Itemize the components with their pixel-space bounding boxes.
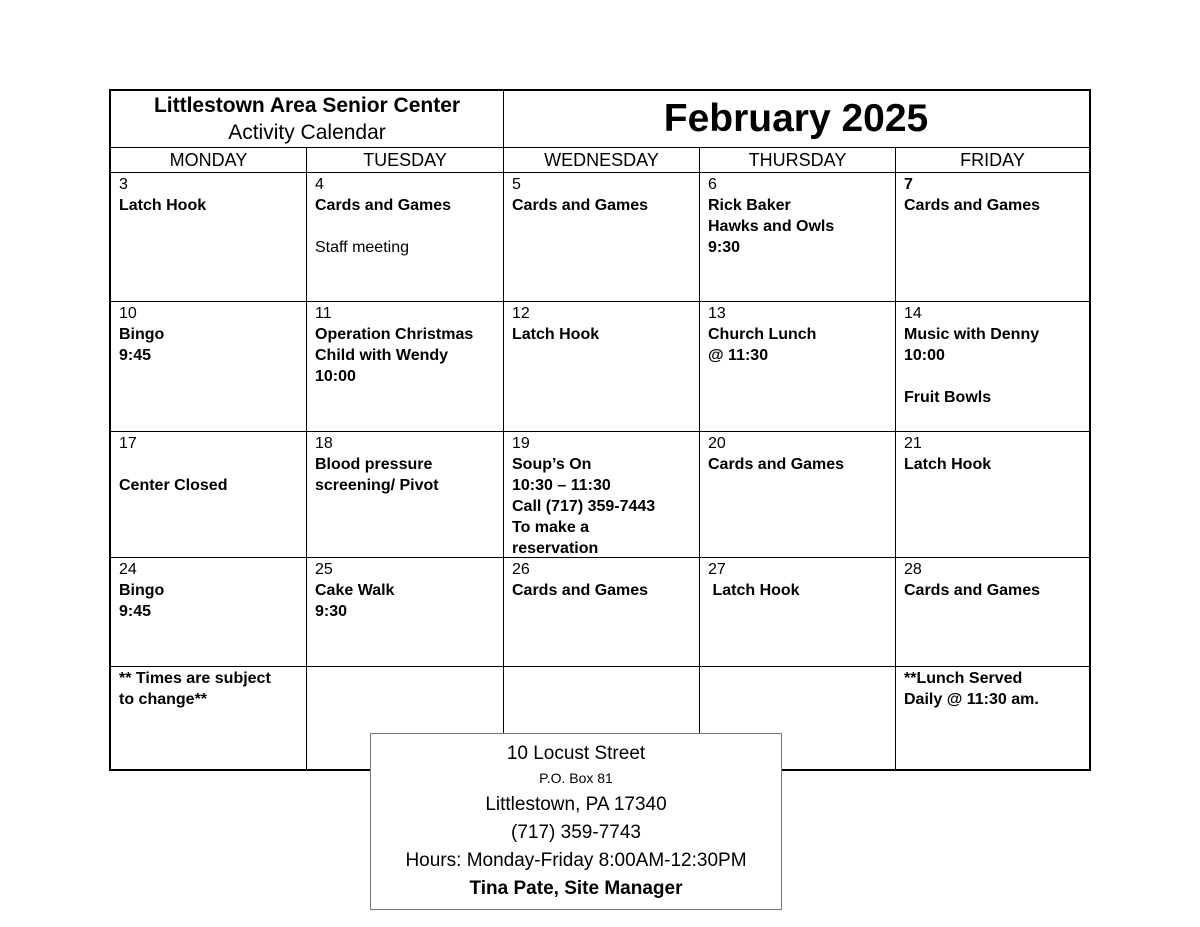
event-line: Blood pressure: [315, 456, 433, 473]
event-line: Music with Denny: [904, 326, 1040, 343]
event-line: To make a: [512, 519, 590, 536]
day-number: 10: [119, 305, 137, 322]
day-cell: [111, 558, 306, 666]
day-number: 14: [904, 305, 922, 322]
day-cell: [896, 432, 1089, 557]
day-cell: [504, 302, 699, 431]
address-city: Littlestown, PA 17340: [485, 794, 667, 815]
event-line: Staff meeting: [315, 239, 409, 256]
day-header-wednesday: WEDNESDAY: [544, 150, 659, 170]
event-line: 9:45: [119, 603, 152, 620]
day-cell: [700, 432, 895, 557]
day-number: 27: [708, 561, 726, 578]
event-line: Cards and Games: [708, 456, 845, 473]
day-number: 19: [512, 435, 530, 452]
day-cell: [896, 302, 1089, 431]
day-header-monday: MONDAY: [169, 150, 248, 170]
event-line: screening/ Pivot: [315, 477, 439, 494]
event-line: to change**: [119, 691, 208, 708]
event-line: 10:30 – 11:30: [512, 477, 611, 494]
event-line: Cake Walk: [315, 582, 395, 599]
event-line: Center Closed: [119, 477, 228, 494]
event-line: Bingo: [119, 582, 165, 599]
day-cell: [307, 432, 503, 557]
event-line: Operation Christmas: [315, 326, 474, 343]
day-cell: [896, 667, 1089, 769]
event-line: 9:45: [119, 347, 152, 364]
site-manager: Tina Pate, Site Manager: [469, 878, 683, 899]
day-cell: [307, 302, 503, 431]
day-cell: [111, 173, 306, 301]
event-line: Latch Hook: [119, 197, 207, 214]
event-line: Latch Hook: [512, 326, 600, 343]
day-cell: [111, 667, 306, 769]
event-line: Cards and Games: [315, 197, 452, 214]
day-cell: [307, 558, 503, 666]
spacer: [315, 216, 503, 237]
spacer: [119, 454, 306, 475]
day-header-thursday: THURSDAY: [748, 150, 847, 170]
event-line: Cards and Games: [904, 582, 1041, 599]
event-line: Fruit Bowls: [904, 389, 992, 406]
day-cell: [504, 558, 699, 666]
address-box: [370, 733, 782, 910]
day-number: 18: [315, 435, 333, 452]
day-number: 6: [708, 176, 717, 193]
event-line: Bingo: [119, 326, 165, 343]
day-cell: [111, 432, 306, 557]
day-number: 12: [512, 305, 530, 322]
day-cell: [896, 558, 1089, 666]
event-line: **Lunch Served: [904, 670, 1023, 687]
spacer: [904, 366, 1089, 387]
day-cell: [504, 173, 699, 301]
day-cell: [504, 432, 699, 557]
activity-calendar: [109, 89, 1091, 771]
event-line: reservation: [512, 540, 599, 557]
event-line: ** Times are subject: [119, 670, 271, 687]
event-line: Call (717) 359-7443: [512, 498, 656, 515]
day-number: 21: [904, 435, 922, 452]
address-po-box: P.O. Box 81: [539, 770, 613, 786]
event-line: 9:30: [315, 603, 348, 620]
calendar-subtitle: Activity Calendar: [228, 121, 386, 144]
address-phone: (717) 359-7743: [511, 822, 641, 843]
day-cell: [111, 302, 306, 431]
event-line: @ 11:30: [708, 347, 769, 364]
day-number: 17: [119, 435, 137, 452]
event-line: 10:00: [904, 347, 945, 364]
event-line: 9:30: [708, 239, 741, 256]
day-number: 26: [512, 561, 530, 578]
day-number: 25: [315, 561, 333, 578]
event-line: 10:00: [315, 368, 356, 385]
address-street: 10 Locust Street: [506, 743, 646, 764]
day-cell: [700, 558, 895, 666]
event-line: Hawks and Owls: [708, 218, 835, 235]
address-hours: Hours: Monday-Friday 8:00AM-12:30PM: [405, 850, 747, 871]
day-number: 13: [708, 305, 726, 322]
day-header-friday: FRIDAY: [960, 150, 1025, 170]
event-line: Daily @ 11:30 am.: [904, 691, 1039, 708]
event-line: Church Lunch: [708, 326, 817, 343]
day-cell: [307, 173, 503, 301]
event-line: Child with Wendy: [315, 347, 449, 364]
org-name: Littlestown Area Senior Center: [153, 94, 461, 117]
day-number: 11: [315, 305, 332, 322]
day-number: 4: [315, 176, 324, 193]
day-cell: [700, 302, 895, 431]
day-number: 7: [904, 176, 913, 193]
event-line: Cards and Games: [512, 197, 649, 214]
event-line: Latch Hook: [904, 456, 992, 473]
event-line: Latch Hook: [708, 582, 800, 599]
day-number: 28: [904, 561, 922, 578]
event-line: Rick Baker: [708, 197, 791, 214]
event-line: Soup’s On: [512, 456, 592, 473]
day-number: 20: [708, 435, 726, 452]
day-number: 5: [512, 176, 521, 193]
day-cell: [700, 173, 895, 301]
month-title: February 2025: [663, 97, 929, 140]
day-cell: [896, 173, 1089, 301]
event-line: Cards and Games: [904, 197, 1041, 214]
event-line: Cards and Games: [512, 582, 649, 599]
day-header-tuesday: TUESDAY: [363, 150, 447, 170]
day-number: 3: [119, 176, 128, 193]
day-number: 24: [119, 561, 137, 578]
